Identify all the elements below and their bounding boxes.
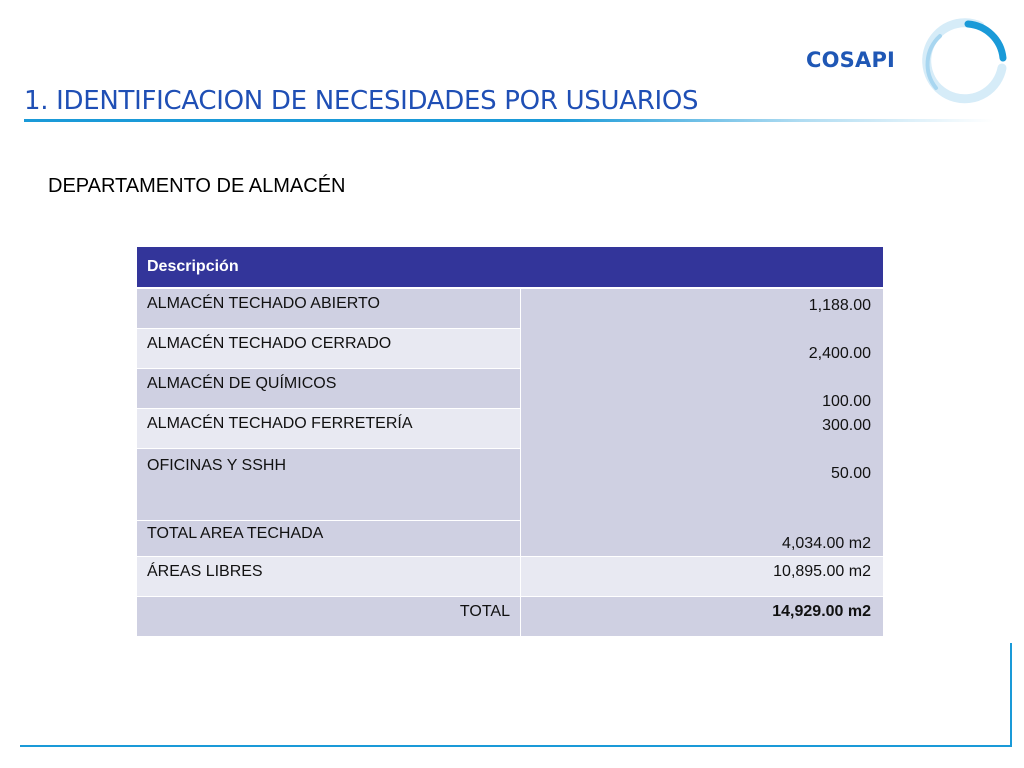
- areas-libres-value: 10,895.00 m2: [521, 556, 884, 596]
- frame-line-bottom: [20, 745, 1012, 747]
- table-row-label: ALMACÉN TECHADO ABIERTO: [137, 288, 521, 328]
- values-cell: [521, 288, 884, 556]
- areas-libres-label: ÁREAS LIBRES: [137, 556, 521, 596]
- table-row-value: 300.00: [822, 417, 871, 434]
- table-row-value: 100.00: [822, 393, 871, 410]
- page-title: 1. IDENTIFICACION DE NECESIDADES POR USUARIOS: [24, 86, 699, 116]
- area-table: [136, 246, 884, 637]
- title-underline: [24, 119, 994, 122]
- total-techada-label: TOTAL AREA TECHADA: [137, 520, 521, 556]
- table-row-value: 2,400.00: [808, 345, 871, 362]
- table-row-label: ALMACÉN TECHADO CERRADO: [137, 328, 521, 368]
- total-techada-value: 4,034.00 m2: [782, 535, 871, 552]
- cosapi-logo-ring-icon: [918, 16, 1010, 108]
- section-subtitle: DEPARTAMENTO DE ALMACÉN: [48, 175, 346, 197]
- table-row-label: OFICINAS Y SSHH: [137, 448, 521, 520]
- table-row-value: 50.00: [830, 465, 871, 482]
- table-row-value: 1,188.00: [808, 297, 871, 314]
- cosapi-logo-text: COSAPI: [806, 48, 896, 72]
- table-row-label: ALMACÉN TECHADO FERRETERÍA: [137, 408, 521, 448]
- total-label: TOTAL: [137, 596, 521, 636]
- table-row-label: ALMACÉN DE QUÍMICOS: [137, 368, 521, 408]
- frame-line-right: [1010, 643, 1012, 747]
- table-header: Descripción: [137, 247, 884, 289]
- total-value: 14,929.00 m2: [521, 596, 884, 636]
